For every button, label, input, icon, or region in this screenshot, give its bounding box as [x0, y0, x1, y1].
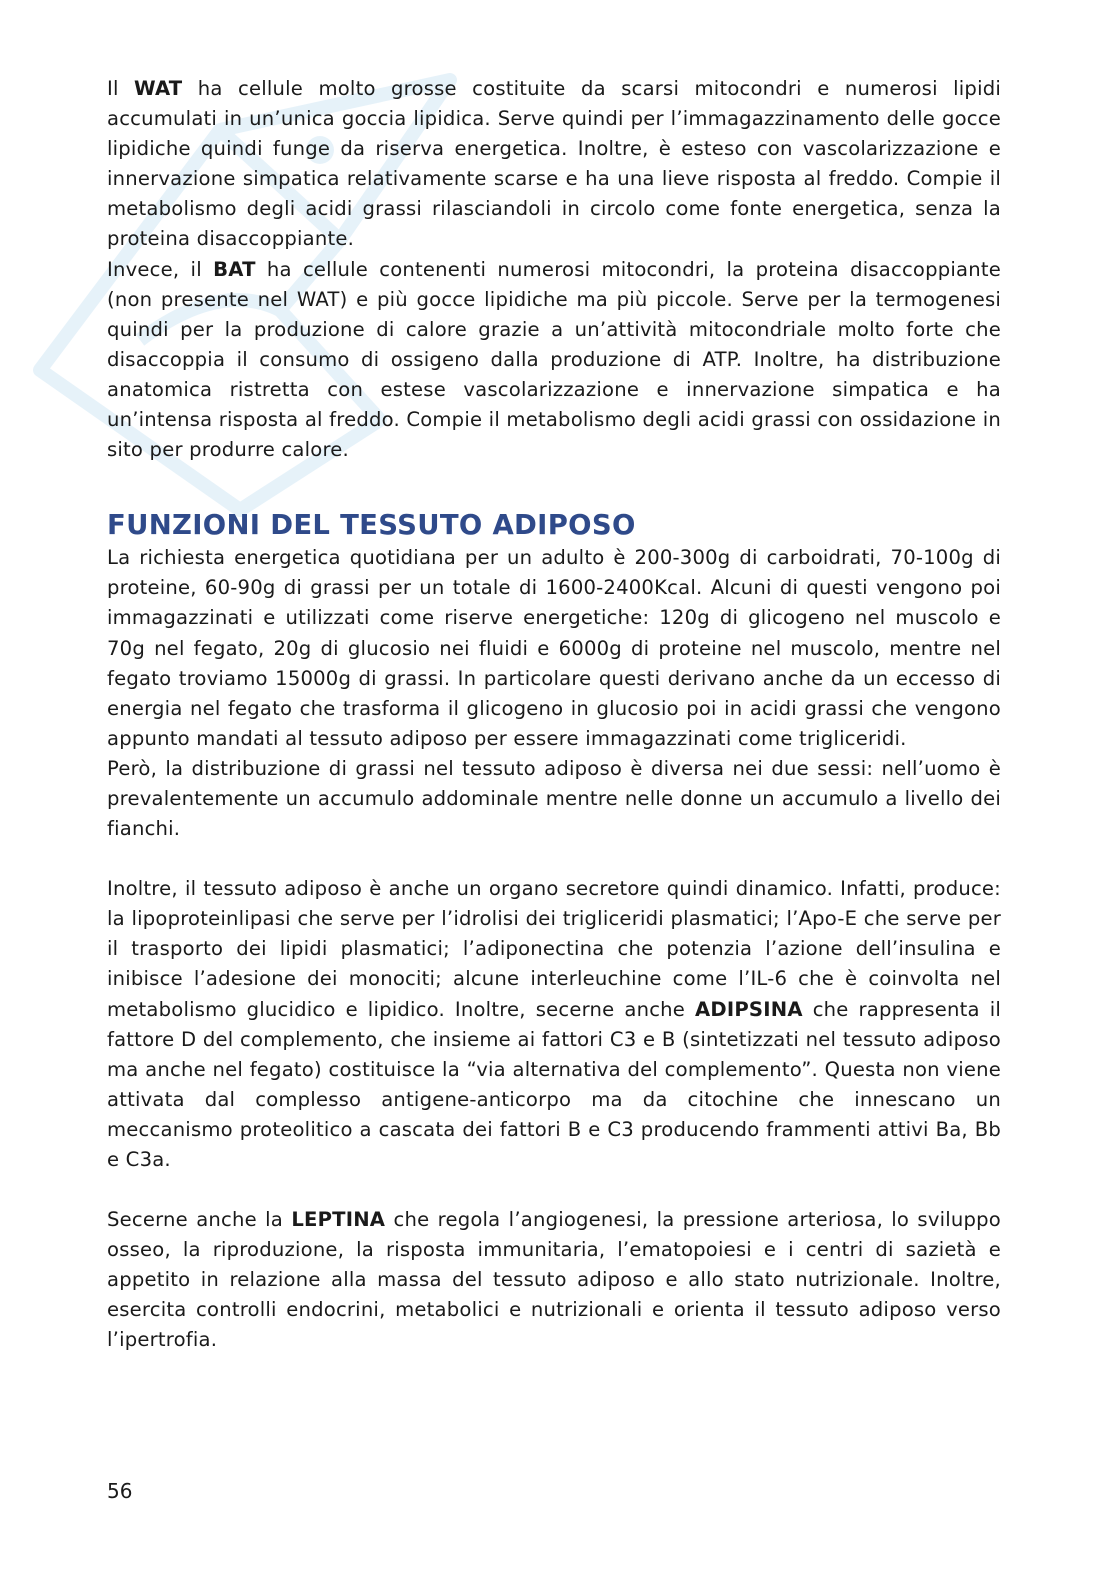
paragraph-fat-distribution: Però, la distribuzione di grassi nel tessuto adiposo è diversa nei due sessi: nell’uomo è prevalentemente un accumulo addominale mentre nelle donne un accumulo a livello dei fianchi.	[107, 756, 1001, 841]
paragraph-secretory-organ: Inoltre, il tessuto adiposo è anche un organo secretore quindi dinamico. Infatti, produce: la lipoproteinlipasi che serve per l’idrolisi dei trigliceridi plasmatici; l’Apo-E che serve per il trasporto dei lipidi plasmatici; l’adiponectina che potenzia l’azione dell’insulina e inibisce l’adesione dei monociti; alcune interleuchine come l’IL-6 che è coinvolta nel metabolismo glucidico e lipidico. Inoltre, secerne anche ADIPSINA che rappresenta il fattore D del complemento, che insieme ai fattori C3 e B (sintetizzati nel tessuto adiposo ma anche nel fegato) costituisce la “via alternativa del complemento”. Questa non viene attivata dal complesso antigene-anticorpo ma da citochine che innescano un meccanismo proteolitico a cascata dei fattori B e C3 producendo frammenti attivi Ba, Bb e C3a.	[107, 877, 1001, 1171]
page-content	[107, 74, 1001, 1356]
term-adipsina: ADIPSINA	[695, 997, 803, 1021]
paragraph-leptina: Secerne anche la LEPTINA che regola l’angiogenesi, la pressione arteriosa, lo sviluppo osseo, la riproduzione, la risposta immunitaria, l’ematopoiesi e i centri di sazietà e appetito in relazione alla massa del tessuto adiposo e allo stato nutrizionale. Inoltre, esercita controlli endocrini, metabolici e nutrizionali e orienta il tessuto adiposo verso l’ipertrofia.	[107, 1208, 1001, 1352]
page-number: 56	[107, 1479, 133, 1503]
term-bat: BAT	[213, 257, 256, 281]
term-leptina: LEPTINA	[291, 1208, 386, 1232]
paragraph-wat: Il WAT ha cellule molto grosse costituite da scarsi mitocondri e numerosi lipidi accumulati in un’unica goccia lipidica. Serve quindi per l’immagazzinamento delle gocce lipidiche quindi funge da riserva energetica. Inoltre, è esteso con vascolarizzazione e innervazione simpatica relativamente scarse e ha una lieve risposta al freddo. Compie il metabolismo degli acidi grassi rilasciandoli in circolo come fonte energetica, senza la proteina disaccoppiante.	[107, 77, 1001, 251]
section-heading: FUNZIONI DEL TESSUTO ADIPOSO	[107, 509, 636, 542]
term-wat: WAT	[134, 77, 183, 100]
paragraph-bat: Invece, il BAT ha cellule contenenti numerosi mitocondri, la proteina disaccoppiante (non presente nel WAT) e più gocce lipidiche ma più piccole. Serve per la termogenesi quindi per la produzione di calore grazie a un’attività mitocondriale molto forte che disaccoppia il consumo di ossigeno dalla produzione di ATP. Inoltre, ha distribuzione anatomica ristretta con estese vascolarizzazione e innervazione simpatica e ha un’intensa risposta al freddo. Compie il metabolismo degli acidi grassi con ossidazione in sito per produrre calore.	[107, 257, 1002, 462]
paragraph-energy-needs: La richiesta energetica quotidiana per un adulto è 200-300g di carboidrati, 70-100g di proteine, 60-90g di grassi per un totale di 1600-2400Kcal. Alcuni di questi vengono poi immagazzinati e utilizzati come riserve energetiche: 120g di glicogeno nel muscolo e 70g nel fegato, 20g di glucosio nei fluidi e 6000g di proteine nel muscolo, mentre nel fegato troviamo 15000g di grassi. In particolare questi derivano anche da un eccesso di energia nel fegato che trasforma il glicogeno in glucosio poi in acidi grassi che vengono appunto mandati al tessuto adiposo per essere immagazzinati come trigliceridi.	[107, 546, 1001, 750]
